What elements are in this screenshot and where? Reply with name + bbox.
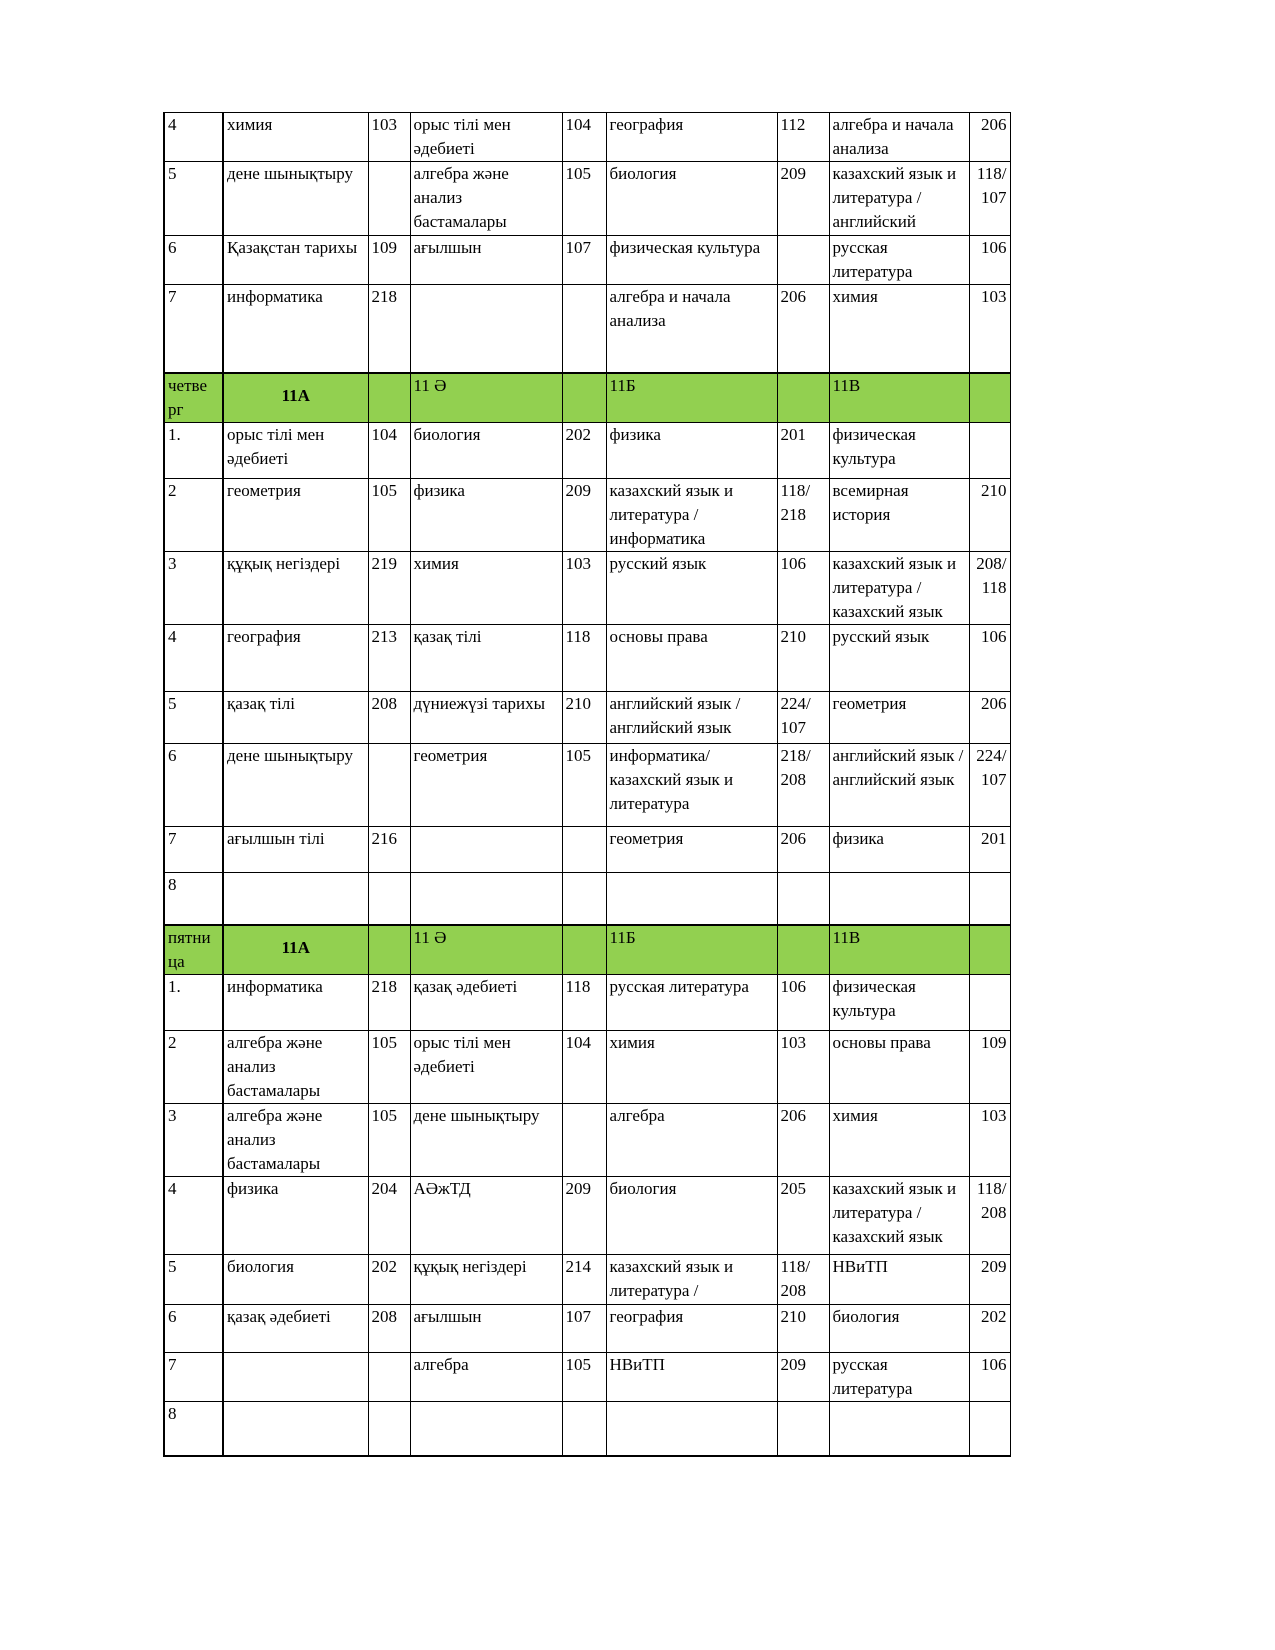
class-header: 11В [829, 373, 969, 423]
subject-cell: казахский язык и литература / [606, 1255, 777, 1305]
room-cell: 210 [562, 691, 606, 743]
room-cell [562, 826, 606, 872]
room-cell: 105 [368, 478, 410, 551]
subject-cell: английский язык / английский язык [606, 691, 777, 743]
room-cell: 206 [969, 113, 1010, 162]
room-cell: 208 [368, 691, 410, 743]
subject-cell [223, 872, 368, 925]
lesson-row [164, 422, 1010, 478]
subject-cell: ағылшын тілі [223, 826, 368, 872]
subject-cell: английский язык / английский язык [829, 743, 969, 826]
room-cell: 105 [562, 743, 606, 826]
room-cell: 103 [969, 1104, 1010, 1177]
room-cell: 105 [368, 1104, 410, 1177]
room-cell: 112 [777, 113, 829, 162]
lesson-row [164, 1353, 1010, 1402]
subject-cell: алгебра и начала анализа [606, 285, 777, 373]
room-cell: 214 [562, 1255, 606, 1305]
room-cell: 216 [368, 826, 410, 872]
subject-cell: информатика [223, 975, 368, 1031]
room-cell: 204 [368, 1177, 410, 1255]
subject-cell: физика [223, 1177, 368, 1255]
lesson-row [164, 1104, 1010, 1177]
room-cell [562, 872, 606, 925]
room-cell: 103 [368, 113, 410, 162]
lesson-number: 7 [164, 285, 223, 373]
room-cell: 218 [368, 975, 410, 1031]
subject-cell [223, 1402, 368, 1456]
room-cell: 210 [777, 624, 829, 691]
schedule-body [164, 113, 1010, 1456]
room-cell: 104 [562, 1031, 606, 1104]
class-header: 11А [223, 373, 368, 423]
class-header: 11А [223, 925, 368, 975]
room-cell: 118 [562, 975, 606, 1031]
lesson-number: 6 [164, 1305, 223, 1353]
room-cell: 103 [777, 1031, 829, 1104]
subject-cell: алгебра [410, 1353, 562, 1402]
room-cell: 202 [368, 1255, 410, 1305]
room-cell: 205 [777, 1177, 829, 1255]
lesson-number: 6 [164, 236, 223, 285]
room-cell: 105 [562, 162, 606, 236]
lesson-row [164, 1177, 1010, 1255]
room-cell [368, 1353, 410, 1402]
room-cell: 118/ 208 [777, 1255, 829, 1305]
subject-cell: казахский язык и литература / казахский язык [829, 551, 969, 624]
class-header: 11Б [606, 373, 777, 423]
room-cell: 103 [562, 551, 606, 624]
subject-cell: геометрия [606, 826, 777, 872]
room-cell [969, 872, 1010, 925]
subject-cell: информатика/ казахский язык и литература [606, 743, 777, 826]
room-cell [368, 872, 410, 925]
room-cell: 118/ 208 [969, 1177, 1010, 1255]
subject-cell: физическая культура [606, 236, 777, 285]
class-header: 11 Ә [410, 373, 562, 423]
room-cell: 208/ 118 [969, 551, 1010, 624]
subject-cell: орыс тілі мен әдебиеті [410, 1031, 562, 1104]
class-header: 11В [829, 925, 969, 975]
class-header: 11 Ә [410, 925, 562, 975]
subject-cell: ағылшын [410, 1305, 562, 1353]
room-cell: 210 [777, 1305, 829, 1353]
subject-cell: ағылшын [410, 236, 562, 285]
subject-cell [606, 872, 777, 925]
room-cell: 206 [777, 826, 829, 872]
room-cell [969, 975, 1010, 1031]
subject-cell: химия [829, 1104, 969, 1177]
subject-cell: қазақ тілі [410, 624, 562, 691]
lesson-row [164, 872, 1010, 925]
room-cell: 209 [969, 1255, 1010, 1305]
lesson-row [164, 1031, 1010, 1104]
lesson-row [164, 1402, 1010, 1456]
subject-cell: русский язык [606, 551, 777, 624]
subject-cell: биология [606, 162, 777, 236]
lesson-row [164, 1305, 1010, 1353]
room-header [368, 925, 410, 975]
lesson-row [164, 624, 1010, 691]
room-cell: 202 [969, 1305, 1010, 1353]
room-cell [368, 1402, 410, 1456]
subject-cell: информатика [223, 285, 368, 373]
subject-cell: қазақ әдебиеті [223, 1305, 368, 1353]
lesson-number: 5 [164, 162, 223, 236]
room-cell: 209 [777, 1353, 829, 1402]
subject-cell: дене шынықтыру [410, 1104, 562, 1177]
subject-cell: физическая культура [829, 422, 969, 478]
room-cell: 103 [969, 285, 1010, 373]
subject-cell: основы права [606, 624, 777, 691]
room-cell [777, 872, 829, 925]
lesson-number: 1. [164, 975, 223, 1031]
subject-cell: дене шынықтыру [223, 743, 368, 826]
room-cell: 107 [562, 236, 606, 285]
subject-cell: всемирная история [829, 478, 969, 551]
subject-cell: казахский язык и литература / информатика [606, 478, 777, 551]
room-cell: 206 [777, 1104, 829, 1177]
room-header [562, 925, 606, 975]
room-cell: 106 [777, 551, 829, 624]
subject-cell: химия [606, 1031, 777, 1104]
lesson-row [164, 478, 1010, 551]
lesson-number: 7 [164, 826, 223, 872]
subject-cell: геометрия [223, 478, 368, 551]
subject-cell [410, 1402, 562, 1456]
subject-cell: русская литература [829, 1353, 969, 1402]
room-cell: 118/ 107 [969, 162, 1010, 236]
subject-cell: физическая культура [829, 975, 969, 1031]
subject-cell: НВиТП [829, 1255, 969, 1305]
room-cell: 213 [368, 624, 410, 691]
lesson-number: 4 [164, 1177, 223, 1255]
subject-cell: география [606, 113, 777, 162]
lesson-number: 6 [164, 743, 223, 826]
subject-cell: география [223, 624, 368, 691]
room-cell: 104 [368, 422, 410, 478]
lesson-row [164, 743, 1010, 826]
room-cell: 201 [777, 422, 829, 478]
room-cell: 202 [562, 422, 606, 478]
lesson-row [164, 113, 1010, 162]
subject-cell: биология [410, 422, 562, 478]
subject-cell: химия [223, 113, 368, 162]
lesson-row [164, 1255, 1010, 1305]
lesson-number: 1. [164, 422, 223, 478]
lesson-number: 8 [164, 1402, 223, 1456]
room-cell: 106 [969, 236, 1010, 285]
lesson-row [164, 236, 1010, 285]
subject-cell: орыс тілі мен әдебиеті [410, 113, 562, 162]
day-label: пятни ца [164, 925, 223, 975]
subject-cell: казахский язык и литература / английский [829, 162, 969, 236]
room-cell: 210 [969, 478, 1010, 551]
room-header [777, 373, 829, 423]
room-cell: 104 [562, 113, 606, 162]
subject-cell: қазақ әдебиеті [410, 975, 562, 1031]
room-cell: 106 [969, 624, 1010, 691]
subject-cell: физика [410, 478, 562, 551]
subject-cell: алгебра және анализ бастамалары [223, 1104, 368, 1177]
subject-cell [606, 1402, 777, 1456]
room-cell: 219 [368, 551, 410, 624]
lesson-row [164, 551, 1010, 624]
subject-cell: физика [829, 826, 969, 872]
room-cell [368, 743, 410, 826]
lesson-number: 3 [164, 1104, 223, 1177]
schedule-table [163, 112, 1011, 1457]
subject-cell [410, 826, 562, 872]
room-cell: 109 [969, 1031, 1010, 1104]
subject-cell: русская литература [606, 975, 777, 1031]
subject-cell: русская литература [829, 236, 969, 285]
subject-cell [829, 1402, 969, 1456]
subject-cell: геометрия [410, 743, 562, 826]
subject-cell: құқық негіздері [223, 551, 368, 624]
room-cell: 206 [777, 285, 829, 373]
room-cell: 218 [368, 285, 410, 373]
subject-cell: география [606, 1305, 777, 1353]
subject-cell [829, 872, 969, 925]
room-cell [969, 1402, 1010, 1456]
subject-cell [410, 872, 562, 925]
subject-cell [223, 1353, 368, 1402]
subject-cell: основы права [829, 1031, 969, 1104]
class-header: 11Б [606, 925, 777, 975]
room-cell [368, 162, 410, 236]
room-cell: 107 [562, 1305, 606, 1353]
subject-cell: АӘжТД [410, 1177, 562, 1255]
subject-cell: казахский язык и литература / казахский язык [829, 1177, 969, 1255]
lesson-number: 3 [164, 551, 223, 624]
room-cell: 209 [562, 478, 606, 551]
subject-cell: Қазақстан тарихы [223, 236, 368, 285]
subject-cell: дүниежүзі тарихы [410, 691, 562, 743]
room-cell: 224/ 107 [777, 691, 829, 743]
subject-cell: орыс тілі мен әдебиеті [223, 422, 368, 478]
room-cell [969, 422, 1010, 478]
lesson-number: 2 [164, 1031, 223, 1104]
subject-cell: биология [223, 1255, 368, 1305]
lesson-row [164, 691, 1010, 743]
room-cell: 105 [562, 1353, 606, 1402]
room-cell: 106 [777, 975, 829, 1031]
room-cell [777, 1402, 829, 1456]
subject-cell: құқық негіздері [410, 1255, 562, 1305]
room-header [969, 925, 1010, 975]
room-cell: 118/ 218 [777, 478, 829, 551]
subject-cell: дене шынықтыру [223, 162, 368, 236]
room-cell: 218/ 208 [777, 743, 829, 826]
room-header [969, 373, 1010, 423]
room-cell [562, 285, 606, 373]
subject-cell: қазақ тілі [223, 691, 368, 743]
room-cell: 224/ 107 [969, 743, 1010, 826]
room-cell: 106 [969, 1353, 1010, 1402]
subject-cell: биология [829, 1305, 969, 1353]
subject-cell: алгебра және анализ бастамалары [223, 1031, 368, 1104]
lesson-row [164, 285, 1010, 373]
room-cell [562, 1402, 606, 1456]
lesson-number: 7 [164, 1353, 223, 1402]
day-label: четве рг [164, 373, 223, 423]
lesson-number: 4 [164, 624, 223, 691]
subject-cell: алгебра и начала анализа [829, 113, 969, 162]
room-cell: 109 [368, 236, 410, 285]
room-cell: 209 [562, 1177, 606, 1255]
lesson-number: 5 [164, 691, 223, 743]
lesson-number: 8 [164, 872, 223, 925]
lesson-number: 4 [164, 113, 223, 162]
day-header-row [164, 925, 1010, 975]
subject-cell: геометрия [829, 691, 969, 743]
room-cell: 118 [562, 624, 606, 691]
subject-cell: химия [829, 285, 969, 373]
room-header [562, 373, 606, 423]
subject-cell: алгебра [606, 1104, 777, 1177]
lesson-number: 5 [164, 1255, 223, 1305]
subject-cell: биология [606, 1177, 777, 1255]
subject-cell: НВиТП [606, 1353, 777, 1402]
day-header-row [164, 373, 1010, 423]
room-cell [562, 1104, 606, 1177]
lesson-number: 2 [164, 478, 223, 551]
room-cell: 209 [777, 162, 829, 236]
subject-cell: алгебра және анализ бастамалары [410, 162, 562, 236]
room-cell: 201 [969, 826, 1010, 872]
room-cell: 206 [969, 691, 1010, 743]
subject-cell: русский язык [829, 624, 969, 691]
room-header [368, 373, 410, 423]
room-header [777, 925, 829, 975]
lesson-row [164, 162, 1010, 236]
subject-cell: химия [410, 551, 562, 624]
lesson-row [164, 826, 1010, 872]
room-cell: 208 [368, 1305, 410, 1353]
subject-cell: физика [606, 422, 777, 478]
room-cell: 105 [368, 1031, 410, 1104]
subject-cell [410, 285, 562, 373]
room-cell [777, 236, 829, 285]
lesson-row [164, 975, 1010, 1031]
